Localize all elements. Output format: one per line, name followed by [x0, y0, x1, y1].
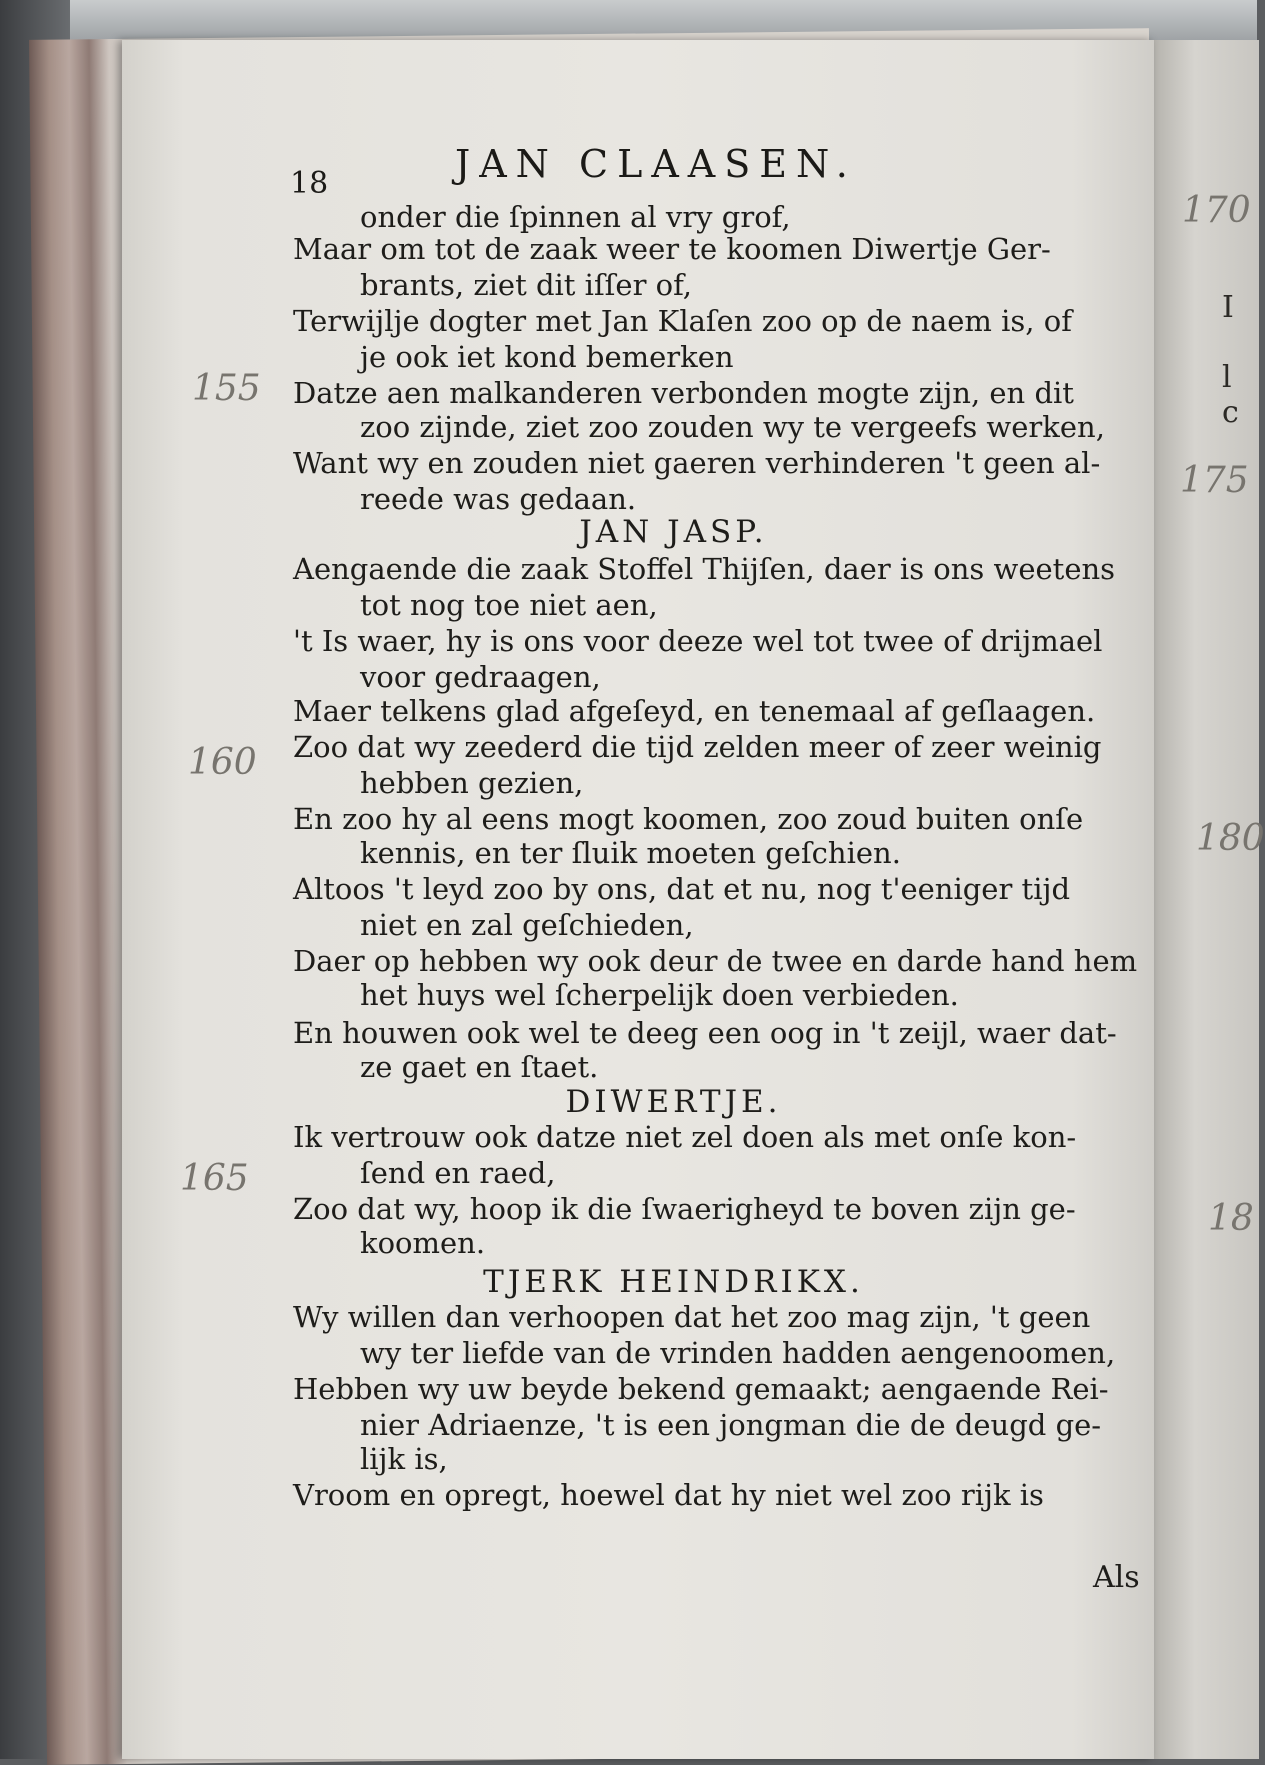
text-line: 't Is waer, hy is ons voor deeze wel tot twee of drijmael	[293, 624, 1103, 658]
text-line: ze gaet en ſtaet.	[360, 1050, 599, 1084]
facing-fragment: l	[1222, 360, 1232, 395]
page-number: 18	[290, 166, 329, 201]
text-line: kennis, en ter ſluik moeten geſchien.	[360, 836, 901, 870]
text-line: Zoo dat wy zeederd die tijd zelden meer of zeer weinig	[293, 730, 1102, 764]
text-line: koomen.	[360, 1226, 486, 1260]
text-line: reede was gedaan.	[360, 482, 637, 516]
text-line: Datze aen malkanderen verbonden mogte zijn, en dit	[293, 376, 1074, 410]
text-line: nier Adriaenze, 't is een jongman die de deugd ge-	[360, 1408, 1102, 1442]
text-line: Zoo dat wy, hoop ik die ſwaerigheyd te boven zijn ge-	[293, 1192, 1076, 1226]
margin-note-right: 18	[1208, 1198, 1254, 1239]
text-line: Terwijlje dogter met Jan Klaſen zoo op de naem is, of	[293, 304, 1072, 338]
text-line: En houwen ook wel te deeg een oog in 't zeijl, waer dat-	[293, 1016, 1117, 1050]
text-line: Want wy en zouden niet gaeren verhinderen 't geen al-	[293, 446, 1101, 480]
margin-note-right: 180	[1196, 818, 1265, 859]
text-line: brants, ziet dit iſſer of,	[360, 268, 693, 302]
margin-note-left: 155	[192, 368, 261, 409]
speaker-name: JAN JASP.	[579, 514, 768, 550]
text-line: niet en zal geſchieden,	[360, 908, 694, 942]
facing-fragment: c	[1222, 395, 1239, 430]
text-line: lijk is,	[360, 1442, 448, 1476]
text-line: zoo zijnde, ziet zoo zouden wy te vergeefs werken,	[360, 410, 1105, 444]
running-title: JAN CLAASEN.	[455, 142, 857, 186]
text-line: het huys wel ſcherpelijk doen verbieden.	[360, 978, 959, 1012]
speaker-name: DIWERTJE.	[565, 1084, 782, 1120]
catchword: Als	[1093, 1560, 1140, 1595]
text-line: tot nog toe niet aen,	[360, 588, 658, 622]
text-line: Aengaende die zaak Stoffel Thijſen, daer is ons weetens	[293, 552, 1116, 586]
margin-note-right: 170	[1182, 190, 1251, 231]
margin-note-left: 160	[188, 742, 257, 783]
text-line: Ik vertrouw ook datze niet zel doen als met onſe kon-	[293, 1120, 1077, 1154]
margin-note-right: 175	[1180, 460, 1249, 501]
text-line: ſend en raed,	[360, 1156, 556, 1190]
text-line: onder die ſpinnen al vry grof,	[360, 200, 791, 234]
facing-page-edge	[1150, 40, 1259, 1759]
text-line: Altoos 't leyd zoo by ons, dat et nu, nog t'eeniger tijd	[293, 872, 1071, 906]
text-line: Maer telkens glad afgeſeyd, en tenemaal af geſlaagen.	[293, 694, 1096, 728]
text-line: Hebben wy uw beyde bekend gemaakt; aengaende Rei-	[293, 1372, 1109, 1406]
text-line: je ook iet kond bemerken	[360, 340, 734, 374]
text-line: voor gedraagen,	[360, 660, 601, 694]
speaker-name: TJERK HEINDRIKX.	[483, 1264, 864, 1300]
text-line: Maar om tot de zaak weer te koomen Diwertje Ger-	[293, 232, 1051, 266]
text-line: hebben gezien,	[360, 766, 584, 800]
margin-note-left: 165	[180, 1158, 249, 1199]
text-line: En zoo hy al eens mogt koomen, zoo zoud buiten onſe	[293, 802, 1084, 836]
text-line: Wy willen dan verhoopen dat het zoo mag zijn, 't geen	[293, 1300, 1091, 1334]
text-line: wy ter liefde van de vrinden hadden aengenoomen,	[360, 1336, 1116, 1370]
text-line: Daer op hebben wy ook deur de twee en darde hand hem	[293, 944, 1138, 978]
facing-fragment: I	[1222, 290, 1234, 325]
text-line: Vroom en opregt, hoewel dat hy niet wel zoo rijk is	[293, 1478, 1044, 1512]
